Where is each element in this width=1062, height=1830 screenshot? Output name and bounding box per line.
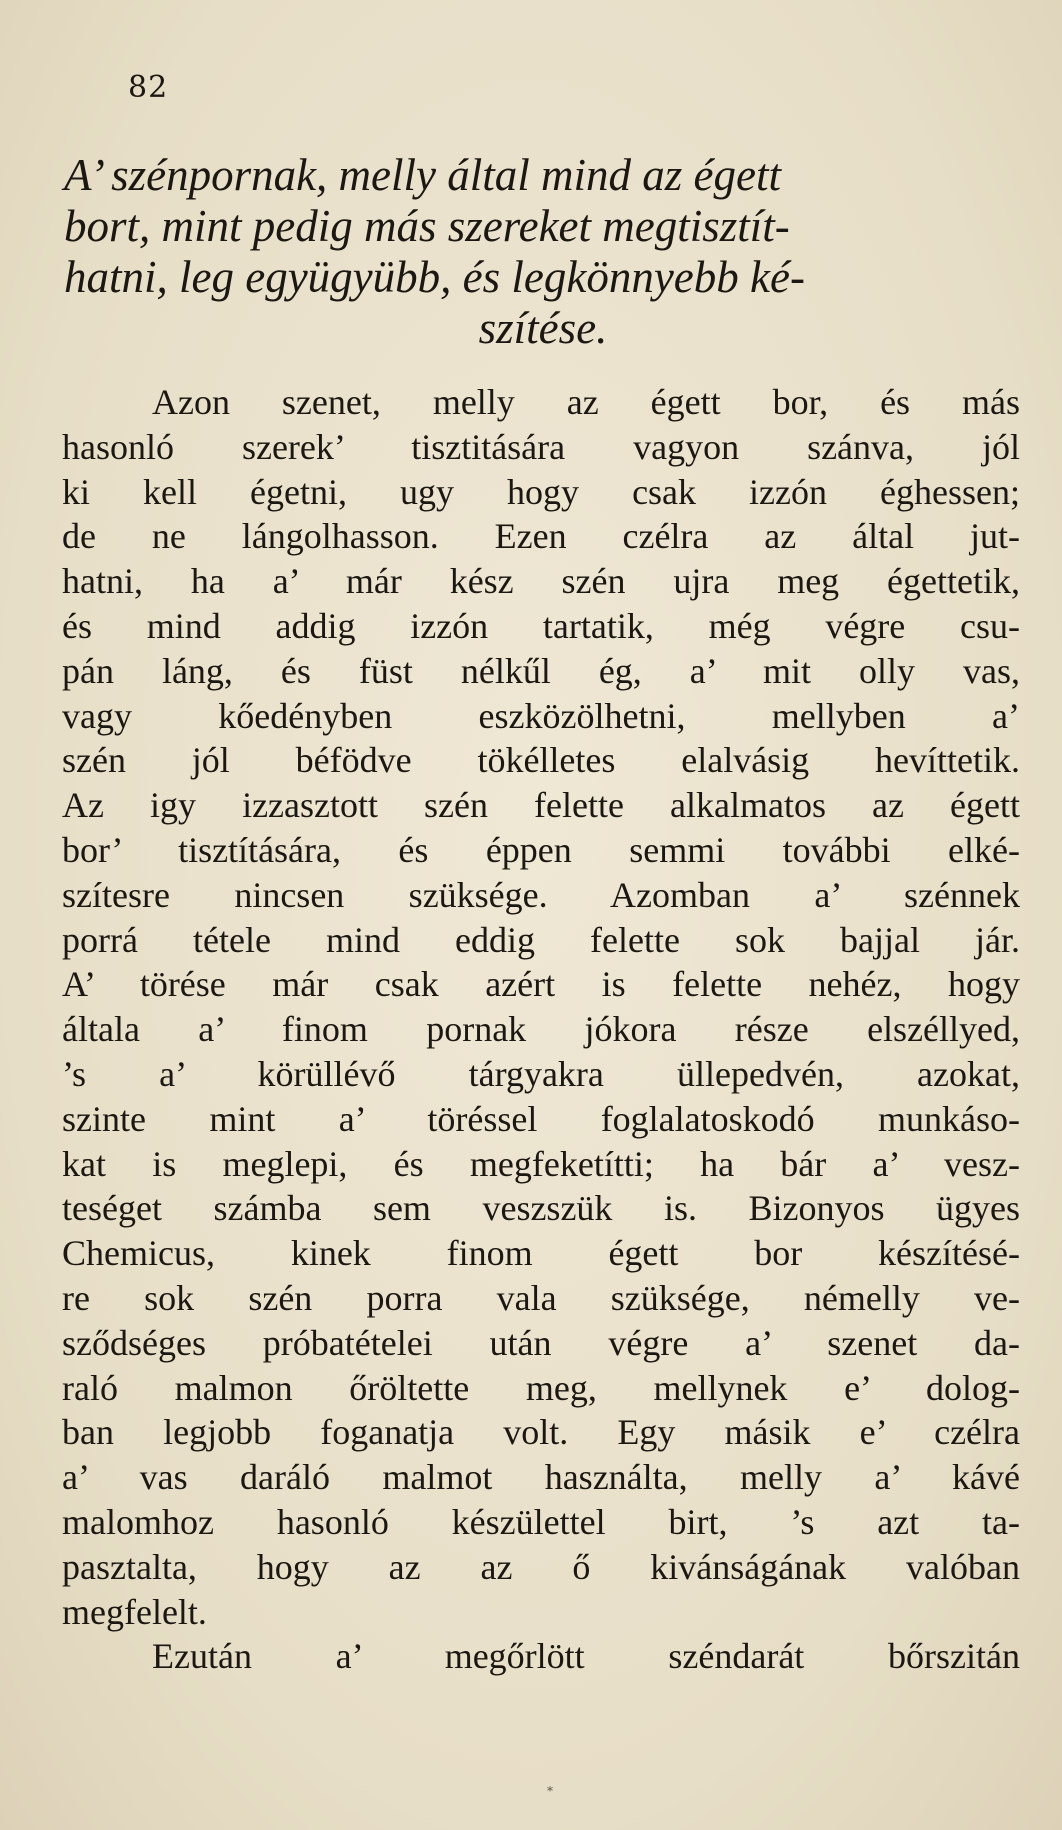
text-line: Azon szenet, melly az égett bor, és más [152, 382, 1020, 422]
text-line: kat is meglepi, és megfeketítti; ha bár a’ vesz- [62, 1143, 1020, 1184]
page-number: 82 [128, 70, 169, 105]
body-text [62, 380, 1020, 1679]
text-line: ban legjobb foganatja volt. Egy másik e’ czélra [62, 1412, 1020, 1453]
text-line: a’ vas daráló malmot használta, melly a’ kávé [62, 1457, 1020, 1498]
heading-line-4: szítése. [478, 303, 608, 353]
text-line: re sok szén porra vala szüksége, némelly ve- [62, 1277, 1020, 1318]
text-line: és mind addig izzón tartatik, még végre csu- [62, 605, 1020, 646]
section-heading [64, 150, 1022, 354]
text-line: ki kell égetni, ugy hogy csak izzón éghessen; [62, 471, 1020, 512]
text-line: sződséges próbatételei után végre a’ szenet da- [62, 1322, 1020, 1363]
heading-line-1: A’ szénpornak, melly által mind az égett [64, 150, 781, 200]
text-line: szinte mint a’ töréssel foglalatoskodó munkáso- [62, 1098, 1020, 1139]
text-line: porrá tétele mind eddig felette sok bajjal jár. [62, 919, 1020, 960]
text-line: hatni, ha a’ már kész szén ujra meg égettetik, [62, 561, 1020, 602]
signature-mark: * [547, 1784, 553, 1798]
heading-line-2: bort, mint pedig más szereket megtisztít- [64, 201, 790, 251]
text-line: teséget számba sem veszszük is. Bizonyos ügyes [62, 1188, 1020, 1229]
text-line: szítesre nincsen szüksége. Azomban a’ szénnek [62, 874, 1020, 915]
text-line: megfelelt. [62, 1591, 207, 1632]
text-line: pán láng, és füst nélkűl ég, a’ mit olly vas, [62, 650, 1020, 691]
text-line: de ne lángolhasson. Ezen czélra az által jut- [62, 516, 1020, 557]
text-line: vagy kőedényben eszközölhetni, mellyben a’ [62, 695, 1020, 736]
text-line: Ezután a’ megőrlött széndarát bőrszitán [152, 1636, 1020, 1677]
text-line: raló malmon őröltette meg, mellynek e’ dolog- [62, 1367, 1020, 1408]
text-line: Chemicus, kinek finom égett bor készítésé- [62, 1233, 1020, 1274]
text-line: pasztalta, hogy az az ő kivánságának valóban [62, 1546, 1020, 1587]
heading-line-3: hatni, leg együgyübb, és legkönnyebb ké- [64, 252, 805, 302]
text-line: hasonló szerek’ tisztitására vagyon szánva, jól [62, 426, 1020, 467]
text-line: A’ törése már csak azért is felette nehéz, hogy [62, 964, 1020, 1005]
text-line: malomhoz hasonló készülettel birt, ’s azt ta- [62, 1501, 1020, 1542]
text-line: Az igy izzasztott szén felette alkalmatos az égett [62, 785, 1020, 826]
text-line: ’s a’ körüllévő tárgyakra üllepedvén, azokat, [62, 1053, 1020, 1094]
text-line: szén jól béfödve tökélletes elalvásig hevíttetik. [62, 740, 1020, 781]
text-line: bor’ tisztítására, és éppen semmi további elké- [62, 829, 1020, 870]
text-line: általa a’ finom pornak jókora része elszéllyed, [62, 1009, 1020, 1050]
